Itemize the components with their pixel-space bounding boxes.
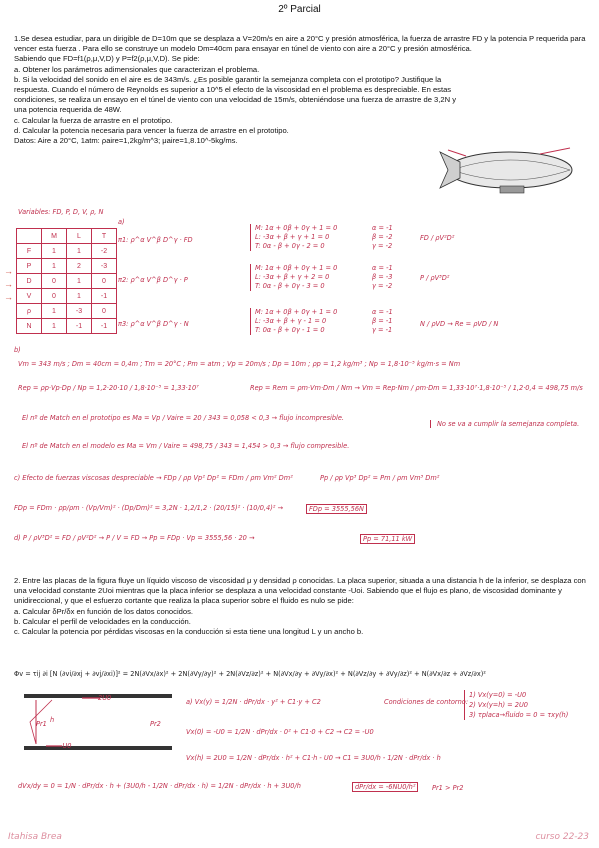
equation-line: γ = -1 xyxy=(372,326,393,334)
equation-line: α = -1 xyxy=(372,308,393,316)
equation-line: T: 0α - β + 0γ - 2 = 0 xyxy=(255,242,325,250)
power-result: Pp = 71,11 kW xyxy=(360,534,415,544)
table-cell: 1 xyxy=(67,289,92,304)
table-cell: 1 xyxy=(42,259,67,274)
part-d-label: d) P / ρV³D² = FD / ρV²D² → P / V = FD → Pp = FDp · Vp = 3555,56 · 20 → xyxy=(14,534,255,542)
table-cell: -1 xyxy=(67,319,92,334)
equation-line: T: 0α - β + 0γ - 3 = 0 xyxy=(255,282,325,290)
pressure-comparison: Pr1 > Pr2 xyxy=(432,784,464,792)
condition-line: 2) Vx(y=h) = 2U0 xyxy=(469,701,528,709)
table-row xyxy=(17,259,117,274)
table-cell: -2 xyxy=(92,244,117,259)
reynolds-model: Rep = Rem = ρm·Vm·Dm / Nm → Vm = Rep·Nm / ρm·Dm = 1,33·10⁷·1,8·10⁻⁵ / 1,2·0,4 = 498,75 m/s xyxy=(250,384,583,392)
problem1-paragraph: 1.Se desea estudiar, para un dirigible de D=10m que se desplaza a V=20m/s en aire a 20°C y presión atmosférica, la fuerza de arrastre FD y la potencia P requerida para vencer esta fuerza . Para ello se construye un modelo Dm=40cm para ensayar en túnel de viento con aire a 20°C y presión atmosférica. xyxy=(14,34,586,54)
page-title: 2º Parcial xyxy=(278,4,321,15)
table-cell: 2 xyxy=(67,259,92,274)
table-row xyxy=(17,319,117,334)
pi1-lhs: π1: ρ^α V^β D^γ · FD xyxy=(118,236,193,244)
table-row xyxy=(17,244,117,259)
power-similarity: Pp / ρp Vp³ Dp² = Pm / ρm Vm³ Dm² xyxy=(320,474,440,482)
table-row xyxy=(17,289,117,304)
equation-line: L: -3α + β + γ - 1 = 0 xyxy=(255,317,327,325)
table-cell: D xyxy=(17,274,42,289)
pi3-lhs: π3: ρ^α V^β D^γ · N xyxy=(118,320,189,328)
table-cell: -1 xyxy=(92,319,117,334)
drag-calc: FDp = FDm · ρp/ρm · (Vp/Vm)² · (Dp/Dm)² = 3,2N · 1,2/1,2 · (20/15)² · (10/0,4)² → xyxy=(14,504,284,512)
pressure-1-label: Pr1 xyxy=(36,720,47,728)
pressure-2-label: Pr2 xyxy=(150,720,161,728)
drag-result: FDp = 3555,56N xyxy=(306,504,367,514)
table-cell: 1 xyxy=(42,304,67,319)
pi3-system xyxy=(250,308,337,335)
equation-line: L: -3α + β + γ + 1 = 0 xyxy=(255,233,330,241)
problem2-paragraph: c. Calcular la potencia por pérdidas viscosas en la conducción si esta tiene una longitud L y un ancho b. xyxy=(14,627,364,637)
equation-line: M: 1α + 0β + 0γ + 1 = 0 xyxy=(255,224,338,232)
table-cell: P xyxy=(17,259,42,274)
part-c-label: c) Efecto de fuerzas viscosas despreciable → FDp / ρp Vp² Dp² = FDm / ρm Vm² Dm² xyxy=(14,474,293,482)
part-b-label: b) xyxy=(14,346,21,354)
pi2-system xyxy=(250,264,337,291)
problem1-paragraph: Sabiendo que FD=f1(ρ,μ,V,D) y P=f2(ρ,μ,V,D). Se pide: xyxy=(14,54,200,64)
table-cell: 1 xyxy=(67,244,92,259)
problem1-paragraph: b. Si la velocidad del sonido en el aire es de 343m/s. ¿Es posible garantir la semejanza completa con el prototipo? Justifique la respuesta. Cuando el número de Reynolds es superior a 10^5 el efecto de la viscosidad en el problema es despreciable. En estas condiciones, se realiza un ensayo en el túnel de viento con una velocidad de 15m/s, obteniéndose una fuerza de arrastre de 3,2N y una potencia requerida de 48W. xyxy=(14,74,456,115)
arrow-icon: → xyxy=(4,279,13,289)
course-label: curso 22-23 xyxy=(535,832,589,842)
table-cell: F xyxy=(17,244,42,259)
mach-model: El nº de Match en el modelo es Ma = Vm / Vaire = 498,75 / 343 = 1,454 > 0,3 → flujo compresible. xyxy=(22,442,350,450)
table-cell: N xyxy=(17,319,42,334)
equation-line: α = -1 xyxy=(372,224,393,232)
bottom-plate-velocity: -U0 xyxy=(60,742,72,750)
pi2-lhs: π2: ρ^α V^β D^γ · P xyxy=(118,276,188,284)
airship-illustration xyxy=(430,140,590,204)
table-row xyxy=(17,304,117,319)
table-cell: 0 xyxy=(92,274,117,289)
pi3-solution xyxy=(372,308,393,335)
top-plate-velocity: 2U0 xyxy=(98,694,112,702)
equation-line: γ = -2 xyxy=(372,242,393,250)
problem1-paragraph: c. Calcular la fuerza de arrastre en el prototipo. xyxy=(14,115,173,125)
dimension-table xyxy=(16,228,117,334)
mach-prototype: El nº de Match en el prototipo es Ma = Vp / Vaire = 20 / 343 = 0,058 < 0,3 → flujo incompresible. xyxy=(22,414,345,422)
part-b-data: Vm = 343 m/s ; Dm = 40cm = 0,4m ; Tm = 20°C ; Pm = atm ; Vp = 20m/s ; Dp = 10m ; ρp = 1,2 kg/m³ ; Np = 1,8·10⁻⁵ kg/m·s = Nm xyxy=(18,360,461,368)
arrow-icon: → xyxy=(4,292,13,302)
reynolds-prototype: Rep = ρp·Vp·Dp / Np = 1,2·20·10 / 1,8·10⁻⁵ = 1,33·10⁷ xyxy=(18,384,199,392)
problem1-paragraph: a. Obtener los parámetros adimensionales que caracterizan el problema. xyxy=(14,64,260,74)
table-cell: -3 xyxy=(92,259,117,274)
problem1-paragraph: d. Calcular la potencia necesaria para vencer la fuerza de arrastre en el prototipo. xyxy=(14,125,289,135)
equation-line: T: 0α - β + 0γ - 1 = 0 xyxy=(255,326,325,334)
table-header-cell: M xyxy=(42,229,67,244)
table-cell: -3 xyxy=(67,304,92,319)
table-cell: 0 xyxy=(42,274,67,289)
dissipation-equation: Φv = τij ∂i [N (∂vi/∂xj + ∂vj/∂xi)]² = 2N(∂Vx/∂x)² + 2N(∂Vy/∂y)² + 2N(∂Vz/∂z)² + N(∂Vx/∂y + ∂Vy/∂x)² + N(∂Vz/∂y + ∂Vy/∂z)² + N(∂Vx/∂z + ∂Vz/∂x)² xyxy=(14,670,486,678)
dimension-table-block xyxy=(16,228,117,334)
table-cell: 1 xyxy=(42,319,67,334)
conditions-title: Condiciones de contorno: xyxy=(384,698,469,706)
equation-line: L: -3α + β + γ + 2 = 0 xyxy=(255,273,330,281)
pi1-result: FD / ρV²D² xyxy=(420,234,455,242)
pressure-gradient-result: dPr/dx = -6NU0/h² xyxy=(352,782,418,792)
condition-1-equation: Vx(0) = -U0 = 1/2N · dPr/dx · 0² + C1·0 + C2 → C2 = -U0 xyxy=(186,728,374,736)
equation-line: γ = -2 xyxy=(372,282,393,290)
problem1-statement xyxy=(14,34,586,146)
table-cell: 0 xyxy=(42,289,67,304)
author-name: Itahisa Brea xyxy=(8,832,62,842)
similarity-note: No se va a cumplir la semejanza completa. xyxy=(430,420,587,428)
table-cell: V xyxy=(17,289,42,304)
table-header-cell: T xyxy=(92,229,117,244)
table-header-cell: L xyxy=(67,229,92,244)
equation-line: β = -2 xyxy=(372,233,393,241)
equation-line: M: 1α + 0β + 0γ + 1 = 0 xyxy=(255,264,338,272)
part-a-label: a) xyxy=(118,218,125,226)
equation-line: α = -1 xyxy=(372,264,393,272)
pi1-solution xyxy=(372,224,393,251)
problem2-paragraph: b. Calcular el perfil de velocidades en la conducción. xyxy=(14,616,191,626)
equation-line: β = -3 xyxy=(372,273,393,281)
condition-line: 1) Vx(y=0) = -U0 xyxy=(469,691,527,699)
equation-line: M: 1α + 0β + 0γ + 1 = 0 xyxy=(255,308,338,316)
pi3-result: N / ρVD → Re = ρVD / N xyxy=(420,320,499,328)
arrow-icon: → xyxy=(4,266,13,276)
variables-note: Variables: FD, P, D, V, ρ, N xyxy=(18,208,104,216)
pi2-solution xyxy=(372,264,393,291)
table-cell: 1 xyxy=(42,244,67,259)
problem1-paragraph: Datos: Aire a 20°C, 1atm: ρaire=1,2kg/m^3; μaire=1,8.10^-5kg/ms. xyxy=(14,136,238,146)
condition-2-equation: Vx(h) = 2U0 = 1/2N · dPr/dx · h² + C1·h - U0 → C1 = 3U0/h - 1/2N · dPr/dx · h xyxy=(186,754,441,762)
table-cell: -1 xyxy=(92,289,117,304)
velocity-profile: a) Vx(y) = 1/2N · dPr/dx · y² + C1·y + C2 xyxy=(186,698,321,706)
table-row xyxy=(17,274,117,289)
gap-height-label: h xyxy=(50,716,55,724)
problem2-paragraph: a. Calcular δPr/δx en función de los datos conocidos. xyxy=(14,606,193,616)
condition-3-equation: dVx/dy = 0 = 1/N · dPr/dx · h + (3U0/h - 1/2N · dPr/dx · h) = 1/2N · dPr/dx · h + 3U0/h xyxy=(18,782,301,790)
equation-line: β = -1 xyxy=(372,317,393,325)
table-header-cell xyxy=(17,229,42,244)
table-cell: 1 xyxy=(67,274,92,289)
problem2-paragraph: 2. Entre las placas de la figura fluye un líquido viscoso de viscosidad μ y densidad ρ conocidas. La placa superior, situada a una distancia h de la inferior, se desplaza con una velocidad constante 2Uoi mientras que la placa inferior se desplaza a una velocidad constante -Uoi. Sabiendo que el flujo es plano, de viscosidad dominante y unidireccional, y que el esfuerzo cortante que realiza la placa superior sobre el fluido es nulo se pide: xyxy=(14,576,586,606)
boundary-conditions xyxy=(464,690,568,720)
table-cell: 0 xyxy=(92,304,117,319)
table-cell: ρ xyxy=(17,304,42,319)
pi2-result: P / ρV³D² xyxy=(420,274,450,282)
condition-line: 3) τplaca→fluido = 0 = τxy(h) xyxy=(469,711,569,719)
problem2-statement xyxy=(14,576,586,637)
pi1-system xyxy=(250,224,337,251)
table-header-row xyxy=(17,229,117,244)
